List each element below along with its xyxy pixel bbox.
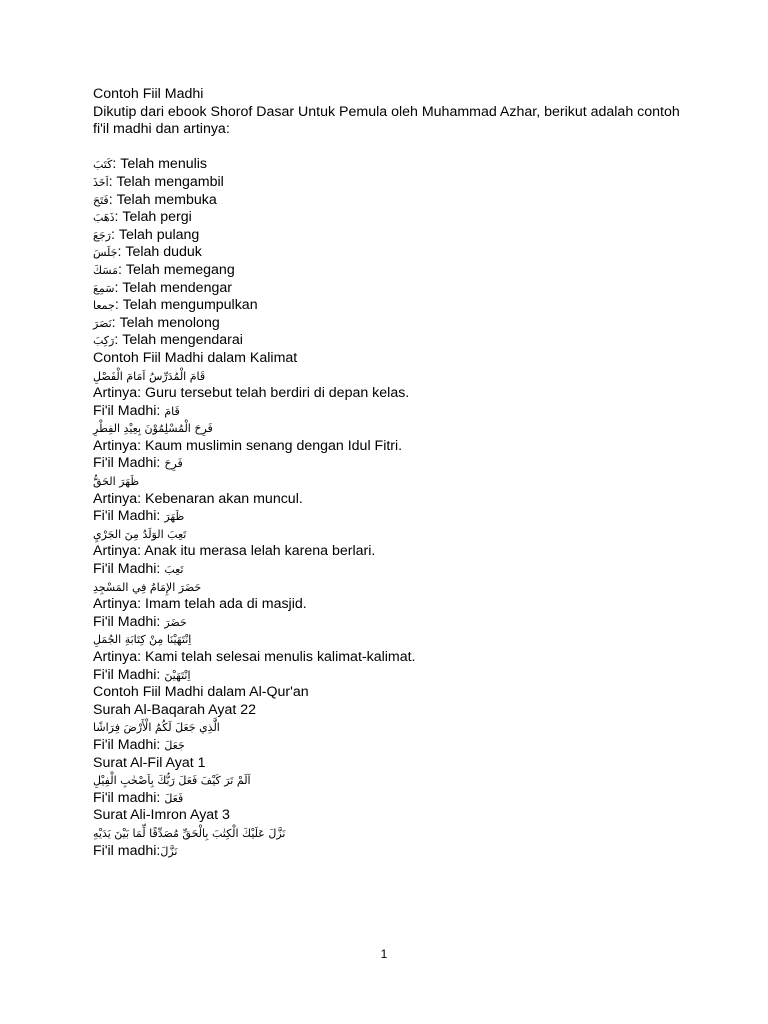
arabic-word: مَسَكَ [93,263,118,277]
vocab-item: رَجَعَ: Telah pulang [93,226,200,243]
example-fiil: Fi'il Madhi: تَعِبَ [93,561,184,578]
vocab-meaning: Telah mendengar [122,279,232,296]
quran-block [93,807,683,860]
surah-title: Surat Ali-Imron Ayat 3 [93,807,230,824]
example-meaning: Artinya: Guru tersebut telah berdiri di depan kelas. [93,385,410,402]
page-title: Contoh Fiil Madhi [93,86,204,102]
example-meaning: Artinya: Anak itu merasa lelah karena berlari. [93,543,376,560]
quran-fiil: Fi'il Madhi: جَعَلَ [93,736,185,753]
arabic-verb: حَضَرَ [164,615,187,629]
vocab-meaning: Telah pergi [122,209,192,226]
arabic-verb: تَعِبَ [164,563,184,577]
example-meaning: Artinya: Imam telah ada di masjid. [93,596,307,613]
arabic-sentence: اِنْتَهَيْنَا مِنْ كِتَابَةِ الجُمَلِ [93,633,192,647]
surah-title: Surah Al-Baqarah Ayat 22 [93,701,257,718]
document-body [93,86,683,860]
blank-line [93,139,683,157]
vocab-item: ذَهَبَ: Telah pergi [93,209,192,226]
vocab-meaning: Telah mengambil [116,173,224,190]
quran-block [93,702,683,755]
arabic-sentence: ظَهَرَ الحَقُّ [93,475,140,489]
example-block [93,420,683,473]
arabic-sentence: فَرِحَ الْمُسْلِمُوْنَ بِعِيْدِ الفِطْرِ [93,422,213,436]
arabic-verb: فَعَلَ [164,791,184,805]
arabic-sentence: حَضَرَ الإِمَامُ فِي المَسْجِدِ [93,580,202,594]
arabic-word: فَتَحَ [93,193,109,207]
arabic-word: رَجَعَ [93,228,111,242]
arabic-sentence: تَعِبَ الوَلَدُ مِنَ الجَرْيِ [93,527,187,541]
arabic-word: كَتَبَ [93,158,113,172]
quran-fiil: Fi'il madhi: فَعَلَ [93,789,184,806]
example-list [93,368,683,685]
example-fiil: Fi'il Madhi: حَضَرَ [93,613,187,630]
arabic-ayat: الَّذِي جَعَلَ لَكُمُ الْأَرْضَ فِرَاشًا [93,721,220,735]
example-block [93,526,683,579]
vocab-meaning: Telah mengumpulkan [122,297,258,314]
example-block [93,473,683,526]
example-fiil: Fi'il Madhi: فَرِحَ [93,455,183,472]
vocab-meaning: Telah duduk [125,244,202,261]
arabic-word: ذَهَبَ [93,211,115,225]
section-heading-kalimat: Contoh Fiil Madhi dalam Kalimat [93,349,298,366]
example-block [93,579,683,632]
quran-block [93,755,683,808]
arabic-word: سَمِعَ [93,281,115,295]
example-fiil: Fi'il Madhi: اِنْتَهَيْنَ [93,666,191,683]
example-fiil: Fi'il Madhi: ظَهَرَ [93,508,185,525]
vocab-meaning: Telah menulis [120,156,207,173]
vocab-meaning: Telah memegang [125,261,235,278]
intro-paragraph: Dikutip dari ebook Shorof Dasar Untuk Pemula oleh Muhammad Azhar, berikut adalah contoh fi'il madhi dan artinya: [93,103,680,138]
page-number: 1 [380,947,388,961]
arabic-sentence: قَامَ الْمُدَرِّسُ اَمَامَ الْفَصْلِ [93,369,206,383]
arabic-ayat: نَزَّلَ عَلَيْكَ الْكِتٰبَ بِالْحَقِّ مُصَدِّقًا لِّمَا بَيْنَ يَدَيْهِ [93,826,286,840]
arabic-word: نَصَرَ [93,316,112,330]
vocab-meaning: Telah mengendarai [122,332,243,349]
arabic-verb: نَزَّلَ [160,844,178,858]
arabic-verb: فَرِحَ [164,457,183,471]
vocab-item: نَصَرَ: Telah menolong [93,314,220,331]
vocab-item: كَتَبَ: Telah menulis [93,156,207,173]
arabic-verb: قَامَ [164,404,180,418]
arabic-word: رَكِبَ [93,334,115,348]
arabic-verb: اِنْتَهَيْنَ [164,668,191,682]
arabic-verb: جَعَلَ [164,738,185,752]
arabic-ayat: اَلَمْ تَرَ كَيْفَ فَعَلَ رَبُّكَ بِاَصْحٰبِ الْفِيْلِ [93,774,251,788]
arabic-word: اَخَذَ [93,175,109,189]
example-fiil: Fi'il Madhi: قَامَ [93,402,180,419]
vocab-item: فَتَحَ: Telah membuka [93,191,217,208]
arabic-word: جَلَسَ [93,246,118,260]
vocab-meaning: Telah pulang [118,226,200,243]
vocab-meaning: Telah membuka [116,191,217,208]
example-meaning: Artinya: Kaum muslimin senang dengan Idul Fitri. [93,437,403,454]
quran-fiil: Fi'il madhi:نَزَّلَ [93,842,178,859]
vocab-item: رَكِبَ: Telah mengendarai [93,332,243,349]
vocab-item: جمعا: Telah mengumpulkan [93,297,258,314]
example-meaning: Artinya: Kebenaran akan muncul. [93,490,303,507]
example-block [93,368,683,421]
vocab-list [93,156,683,350]
example-block [93,631,683,684]
arabic-verb: ظَهَرَ [164,510,185,524]
vocab-item: مَسَكَ: Telah memegang [93,261,235,278]
quran-list [93,702,683,860]
arabic-word: جمعا [93,299,115,313]
vocab-item: اَخَذَ: Telah mengambil [93,173,224,190]
vocab-item: سَمِعَ: Telah mendengar [93,279,232,296]
vocab-item: جَلَسَ: Telah duduk [93,244,202,261]
surah-title: Surat Al-Fil Ayat 1 [93,754,206,771]
section-heading-quran: Contoh Fiil Madhi dalam Al-Qur'an [93,684,309,701]
vocab-meaning: Telah menolong [119,314,220,331]
example-meaning: Artinya: Kami telah selesai menulis kalimat-kalimat. [93,649,416,665]
